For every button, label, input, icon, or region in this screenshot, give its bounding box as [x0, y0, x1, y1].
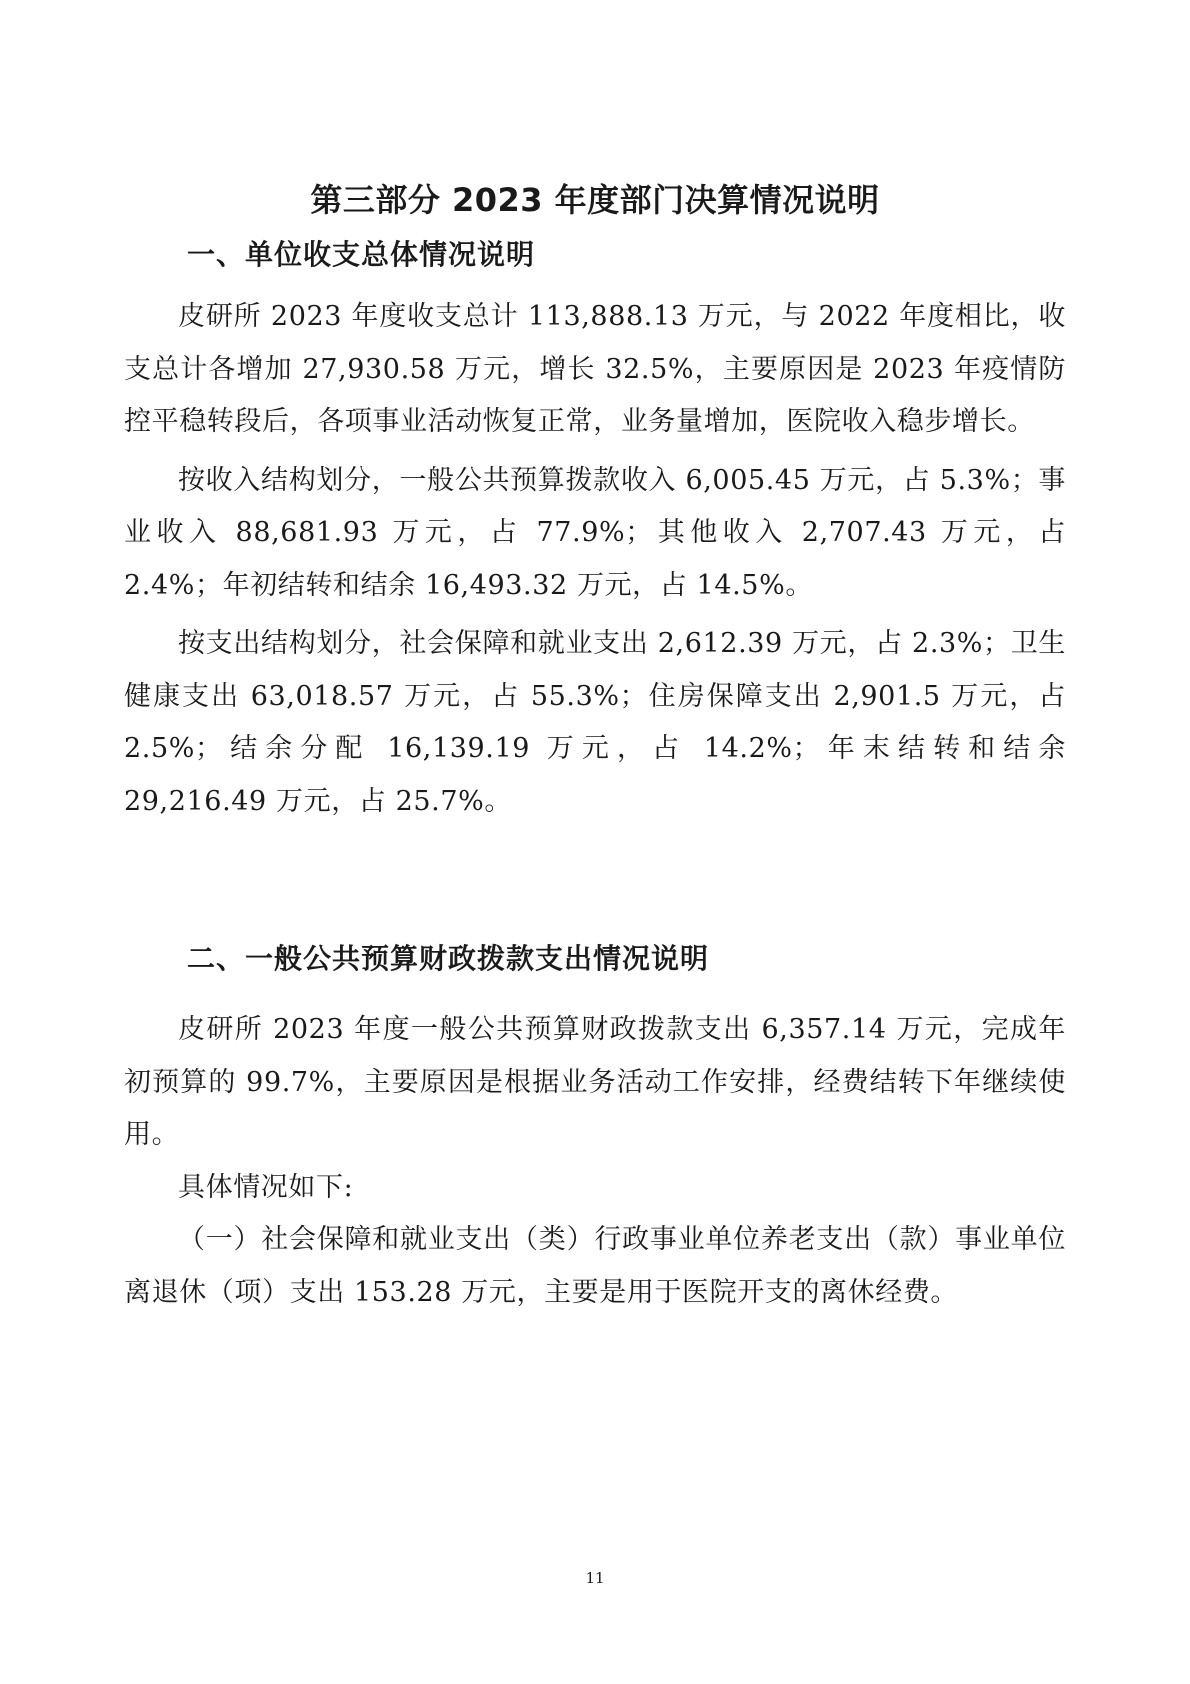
paragraph-general-budget-expense: 皮研所 2023 年度一般公共预算财政拨款支出 6,357.14 万元，完成年初预算的 99.7%，主要原因是根据业务活动工作安排，经费结转下年继续使用。 [124, 1014, 1066, 1150]
section-heading-1: 一、单位收支总体情况说明 [187, 238, 536, 271]
paragraph-income-expense-total: 皮研所 2023 年度收支总计 113,888.13 万元，与 2022 年度相比，收支总计各增加 27,930.58 万元，增长 32.5%，主要原因是 2023 年疫情防控平稳转段后，各项事业活动恢复正常，业务量增加，医院收入稳步增长。 [124, 301, 1066, 437]
document-title: 第三部分 2023 年度部门决算情况说明 [310, 181, 880, 219]
section-1-body [124, 291, 1066, 828]
paragraph-item-1: （一）社会保障和就业支出（类）行政事业单位养老支出（款）事业单位离退休（项）支出 153.28 万元，主要是用于医院开支的离休经费。 [124, 1224, 1066, 1308]
page-number: 11 [585, 1569, 605, 1587]
paragraph-income-structure: 按收入结构划分，一般公共预算拨款收入 6,005.45 万元，占 5.3%；事业收入 88,681.93 万元，占 77.9%；其他收入 2,707.43 万元，占 2.4%；年初结转和结余 16,493.32 万元，占 14.5%。 [124, 464, 1066, 601]
section-2-body [124, 1004, 1066, 1319]
section-heading-2: 二、一般公共预算财政拨款支出情况说明 [187, 942, 710, 975]
paragraph-expense-structure: 按支出结构划分，社会保障和就业支出 2,612.39 万元，占 2.3%；卫生健康支出 63,018.57 万元，占 55.3%；住房保障支出 2,901.5 万元，占 2.5%；结余分配 16,139.19 万元，占 14.2%；年末结转和结余 29,216.49 万元，占 25.7%。 [124, 628, 1066, 817]
paragraph-details-intro: 具体情况如下: [178, 1171, 354, 1203]
